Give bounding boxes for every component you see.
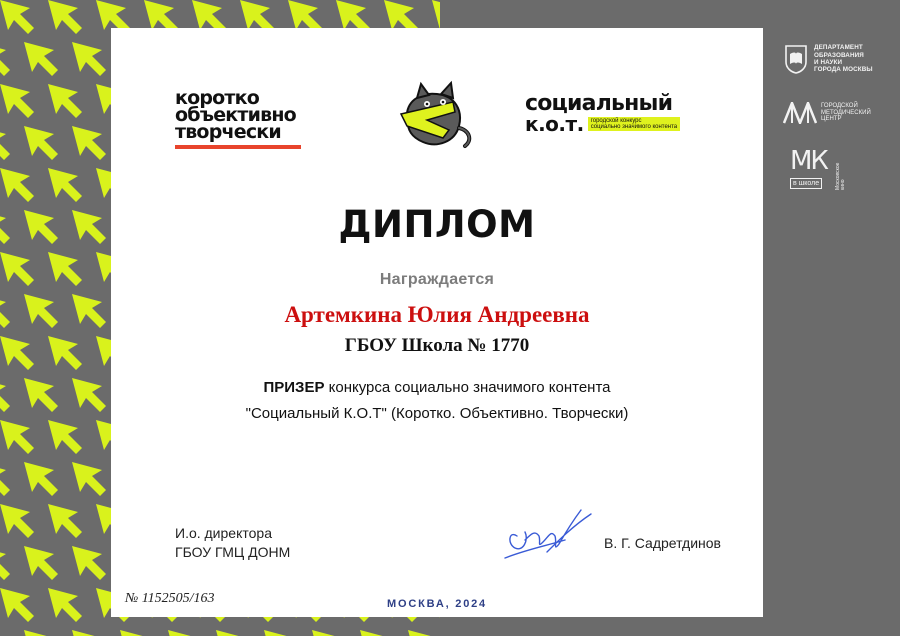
gmc-text: [821, 103, 871, 123]
arrow-icon: [48, 168, 82, 202]
tagline-line-2: социально значимого контента: [590, 124, 678, 130]
mk-letters: МК: [790, 146, 827, 176]
diploma-sheet: [111, 28, 763, 617]
arrow-icon: [48, 588, 82, 622]
arrow-icon: [0, 294, 10, 328]
city-year: МОСКВА, 2024: [387, 598, 487, 610]
award-rank: ПРИЗЕР: [263, 379, 325, 396]
arrow-icon: [72, 126, 106, 160]
department-line-3: И НАУКИ: [814, 59, 843, 66]
awarded-label: Награждается: [379, 271, 495, 288]
arrow-icon: [0, 588, 34, 622]
signer-name: В. Г. Садретдинов: [604, 535, 721, 551]
arrow-icon: [24, 378, 58, 412]
arrow-icon: [48, 252, 82, 286]
recipient-school: ГБОУ Школа № 1770: [344, 335, 530, 356]
arrow-icon: [0, 126, 10, 160]
arrow-icon: [0, 168, 34, 202]
arrow-icon: [48, 420, 82, 454]
award-description-text: конкурса социально значимого контента "Социальный К.О.Т" (Коротко. Объективно. Творчески): [245, 379, 629, 422]
signer-role-line-2: ГБОУ ГМЦ ДОНМ: [175, 544, 291, 560]
department-line-2: ОБРАЗОВАНИЯ: [814, 51, 864, 59]
arrow-icon: [120, 630, 154, 636]
arrow-icon: [0, 336, 34, 370]
arrow-icon: [0, 378, 10, 412]
award-description: [237, 375, 637, 427]
arrow-icon: [24, 630, 58, 636]
arrow-icon: [0, 252, 34, 286]
slogan-line-2: объективно: [175, 104, 296, 126]
handwritten-signature: [495, 500, 595, 560]
arrow-icon: [24, 210, 58, 244]
department-line-1: ДЕПАРТАМЕНТ: [814, 44, 863, 52]
arrow-icon: [72, 462, 106, 496]
gmc-logo: [783, 102, 871, 124]
arrow-icon: [312, 630, 346, 636]
tagline-line-1: городской конкурс: [590, 118, 642, 124]
arrow-icon: [72, 546, 106, 580]
signer-role: [175, 524, 290, 562]
recipient-name: Артемкина Юлия Андреевна: [284, 302, 590, 327]
social-kot-word2: к.о.т.: [525, 112, 584, 136]
arrow-icon: [72, 210, 106, 244]
gmc-line-1: ГОРОДСКОЙ: [821, 102, 858, 109]
arrow-icon: [24, 294, 58, 328]
arrow-icon: [408, 630, 440, 636]
department-text: [814, 44, 873, 73]
gmc-line-3: ЦЕНТР: [821, 116, 842, 123]
arrow-icon: [0, 546, 10, 580]
arrow-icon: [0, 210, 10, 244]
arrow-icon: [0, 462, 10, 496]
social-kot-tagline: [588, 117, 680, 131]
arrow-icon: [0, 504, 34, 538]
arrow-icon: [264, 630, 298, 636]
arrow-icon: [24, 42, 58, 76]
slogan-underline: [175, 145, 301, 149]
mk-side-text: Московское кино: [835, 162, 846, 190]
arrow-icon: [48, 504, 82, 538]
gmc-emblem-icon: [783, 102, 817, 124]
arrow-icon: [48, 336, 82, 370]
gmc-line-2: МЕТОДИЧЕСКИЙ: [821, 109, 871, 116]
social-kot-word1: социальный: [525, 91, 673, 116]
arrow-icon: [24, 462, 58, 496]
kot-slogan-logo: [175, 87, 335, 149]
arrow-icon: [0, 0, 34, 34]
arrow-icon: [0, 42, 10, 76]
signer-role-line-1: И.о. директора: [175, 525, 272, 541]
mk-school-tag: в школе: [790, 178, 822, 189]
arrow-icon: [24, 546, 58, 580]
arrow-icon: [72, 378, 106, 412]
social-kot-logo: [525, 91, 725, 136]
department-line-4: ГОРОДА МОСКВЫ: [814, 66, 873, 74]
mk-school-logo: [790, 146, 850, 190]
arrow-icon: [48, 0, 82, 34]
cat-mascot-icon: [397, 80, 477, 152]
arrow-icon: [360, 630, 394, 636]
arrow-icon: [168, 630, 202, 636]
arrow-icon: [0, 84, 34, 118]
slogan-line-1: коротко: [175, 87, 259, 109]
arrow-icon: [216, 630, 250, 636]
arrow-icon: [0, 420, 34, 454]
arrow-icon: [24, 126, 58, 160]
diploma-number: № 1152505/163: [125, 591, 215, 606]
diploma-title: ДИПЛОМ: [338, 203, 536, 246]
arrow-icon: [72, 630, 106, 636]
arrow-icon: [72, 294, 106, 328]
arrow-icon: [72, 42, 106, 76]
department-logo: [783, 44, 873, 74]
arrow-icon: [0, 630, 10, 636]
arrow-icon: [48, 84, 82, 118]
slogan-line-3: творчески: [175, 121, 281, 143]
department-emblem-icon: [783, 44, 809, 74]
